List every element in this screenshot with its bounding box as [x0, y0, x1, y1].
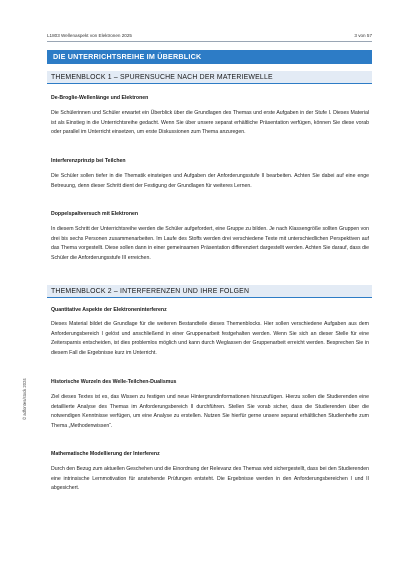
block2-item2-text: Ziel dieses Textes ist es, das Wissen zu festigen und neue Hintergrundinformationen hinzuzufügen. Hierzu sollen die Studierenden eine detaillierte Analyse des Themas im Anforderungsbereich II durchführen. Stellen Sie vorab sicher, dass die Studierenden über die notwendigen Kenntnisse verfügen, um eine Analyse zu erstellen. Nutzen Sie hierfür gerne unsere separat erhältlichen Studienhefte zum Thema „Methodenwissen“.: [51, 394, 369, 429]
block1-item3-heading: Doppelspaltversuch mit Elektronen: [51, 211, 139, 217]
block2-item2-heading: Historische Wurzeln des Welle-Teilchen-Dualismus: [51, 379, 177, 385]
block1-item1-heading: De-Broglie-Wellenlänge und Elektronen: [51, 95, 149, 101]
block1-item2-heading: Interferenzprinzip bei Teilchen: [51, 158, 126, 164]
header-divider: [47, 41, 372, 42]
block2-item1-heading: Quantitative Aspekte der Elektroneninterferenz: [51, 307, 167, 313]
document-title: L1803 Wellenaspekt von Elektronen 2025: [47, 33, 132, 38]
themenblock-2-header: THEMENBLOCK 2 – INTERFERENZEN UND IHRE FOLGEN: [47, 285, 372, 298]
block1-item2-text: Die Schüler sollen tiefer in die Thematik einsteigen und Aufgaben der Anforderungsstufe II bearbeiten. Achten Sie dabei auf eine enge Betreuung, denn dieser Schritt dient der Festigung der Grundlagen für weiteres Lernen.: [51, 173, 369, 189]
block2-item3-heading: Mathematische Modellierung der Interferenz: [51, 451, 160, 457]
block1-item1-text: Die Schülerinnen und Schüler erwartet ein Überblick über die Grundlagen des Themas und erste Aufgaben in der Stufe I. Dieses Material ist als Einstieg in die Unterrichtsreihe gedacht. Wenn Sie über unsere separat erhältliche Präsentation verfügen, können Sie diese vorab oder parallel im Unterricht einsetzen, um erste Diskussionen zum Thema anzuregen.: [51, 110, 369, 135]
block2-item3-text: Durch den Bezug zum aktuellen Geschehen und die Einordnung der Relevanz des Themas wird sichergestellt, dass bei den Studierenden eine intrinsische Lernmotivation für anstehende Prüfungen entsteht. Die Ergebnisse werden in den Anforderungsbereichen I und II abgesichert.: [51, 466, 369, 491]
block1-item3-text: In diesem Schritt der Unterrichtsreihe werden die Schüler aufgefordert, eine Gruppe zu bilden. Je nach Klassengröße sollten Gruppen von drei bis sechs Personen zusammenarbeiten. Im Laufe des Stoffs werden drei verschiedene Texte mit unterschiedlichen Perspektiven auf das Thema vorgestellt. Diese sollen dann in einer gemeinsamen Präsentation differenziert dargestellt werden. Achten Sie darauf, dass die Schüler die Anforderungsstufe III erreichen.: [51, 226, 369, 261]
side-copyright-credit: © adfontes/stock 2024: [22, 378, 27, 420]
block2-item1-text: Dieses Material bildet die Grundlage für die weiteren Bestandteile dieses Themenblocks. Hier sollen verschiedene Aufgaben aus dem Anforderungsbereich I gelöst und anschließend in einer Gruppenarbeit festgehalten werden. Wenn Sie sich an dieser Stelle für eine Zeitersparnis entscheiden, ist dies problemlos möglich und kann durch Weglassen der Gruppenarbeit erreicht werden. Besprechen Sie in diesem Fall die Ergebnisse kurz im Unterricht.: [51, 321, 369, 356]
page-number: 3 von 57: [354, 33, 372, 38]
themenblock-1-header: THEMENBLOCK 1 – SPURENSUCHE NACH DER MATERIEWELLE: [47, 71, 372, 84]
section-title-banner: DIE UNTERRICHTSREIHE IM ÜBERBLICK: [47, 50, 372, 64]
